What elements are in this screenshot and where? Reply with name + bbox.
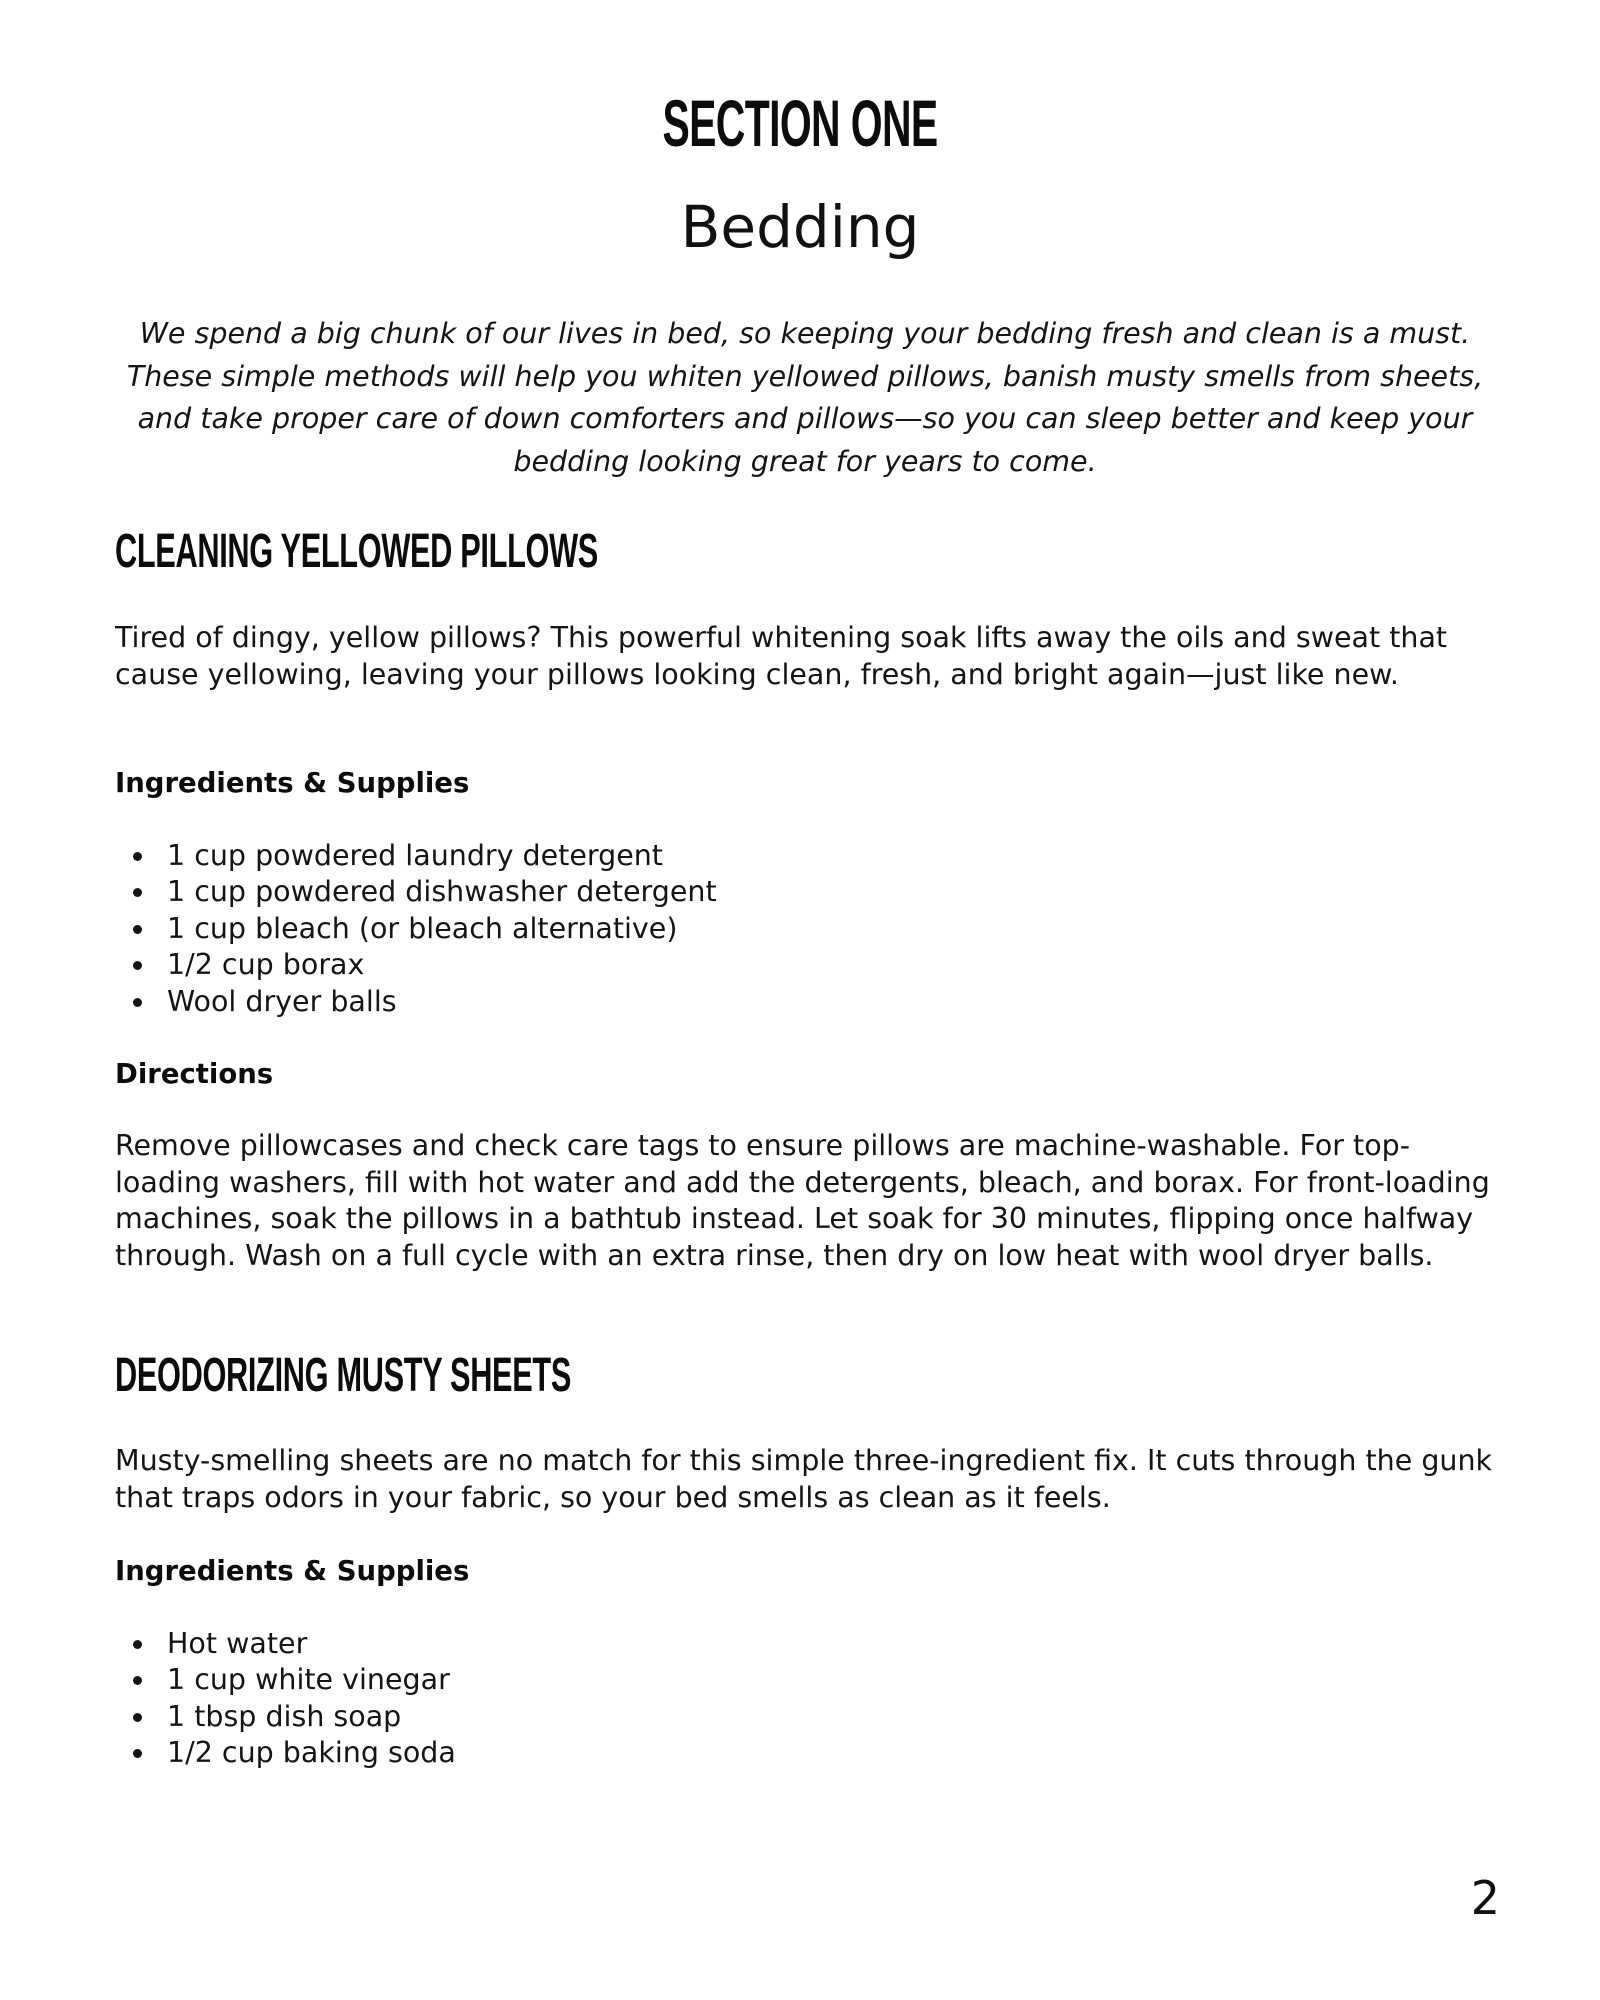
article-heading-yellowed-pillows: CLEANING YELLOWED PILLOWS <box>115 525 598 578</box>
list-item-text: 1 cup powdered dishwasher detergent <box>167 875 717 909</box>
bullet-icon <box>133 1713 142 1722</box>
ingredients-heading: Ingredients & Supplies <box>115 1555 470 1587</box>
bullet-icon <box>133 998 142 1007</box>
list-item <box>167 1626 456 1662</box>
bullet-icon <box>133 1640 142 1649</box>
article-description-musty-sheets: Musty-smelling sheets are no match for this simple three-ingredient fix. It cuts through the gunk that traps odors in your fabric, so your bed smells as clean as it feels. <box>115 1444 1493 1514</box>
bullet-icon <box>133 888 142 897</box>
list-item <box>167 984 717 1020</box>
bullet-icon <box>133 961 142 970</box>
list-item <box>167 874 717 910</box>
list-item-text: 1 tbsp dish soap <box>167 1699 402 1733</box>
list-item <box>167 1699 456 1735</box>
article-heading-musty-sheets: DEODORIZING MUSTY SHEETS <box>115 1349 572 1402</box>
list-item-text: Hot water <box>167 1627 308 1660</box>
ingredients-list-musty-sheets <box>115 1626 456 1772</box>
list-item-text: 1/2 cup borax <box>167 948 365 982</box>
ingredients-list-yellowed-pillows <box>115 838 717 1020</box>
ingredients-heading: Ingredients & Supplies <box>115 767 470 799</box>
bullet-icon <box>133 925 142 934</box>
bullet-icon <box>133 1676 142 1685</box>
list-item-text: 1/2 cup baking soda <box>167 1736 456 1770</box>
list-item <box>167 911 717 947</box>
bullet-icon <box>133 1749 142 1758</box>
list-item <box>167 1662 456 1698</box>
directions-heading: Directions <box>115 1058 274 1090</box>
section-label: SECTION ONE <box>662 86 938 160</box>
list-item-text: 1 cup powdered laundry detergent <box>167 839 663 872</box>
list-item-text: 1 cup bleach (or bleach alternative) <box>167 911 678 945</box>
list-item <box>167 838 717 874</box>
directions-text: Remove pillowcases and check care tags to ensure pillows are machine-washable. For top-loading washers, fill with hot water and add the detergents, bleach, and borax. For front-loading machines, soak the pillows in a bathtub instead. Let soak for 30 minutes, flipping once halfway through. Wash on a full cycle with an extra rinse, then dry on low heat with wool dryer balls. <box>115 1129 1490 1272</box>
page-number: 2 <box>1470 1871 1500 1925</box>
list-item <box>167 1735 456 1771</box>
list-item-text: Wool dryer balls <box>167 984 397 1018</box>
list-item-text: 1 cup white vinegar <box>167 1663 450 1697</box>
section-intro: We spend a big chunk of our lives in bed, so keeping your bedding fresh and clean is a must. These simple methods will help you whiten yellowed pillows, banish musty smells from sheets, and take proper care of down comforters and pillows—so you can sleep better and keep your bedding looking great for years to come. <box>126 317 1484 478</box>
bullet-icon <box>133 852 142 861</box>
section-title: Bedding <box>680 193 920 261</box>
article-description-yellowed-pillows: Tired of dingy, yellow pillows? This powerful whitening soak lifts away the oils and sweat that cause yellowing, leaving your pillows looking clean, fresh, and bright again—just like new. <box>115 621 1448 691</box>
list-item <box>167 947 717 983</box>
